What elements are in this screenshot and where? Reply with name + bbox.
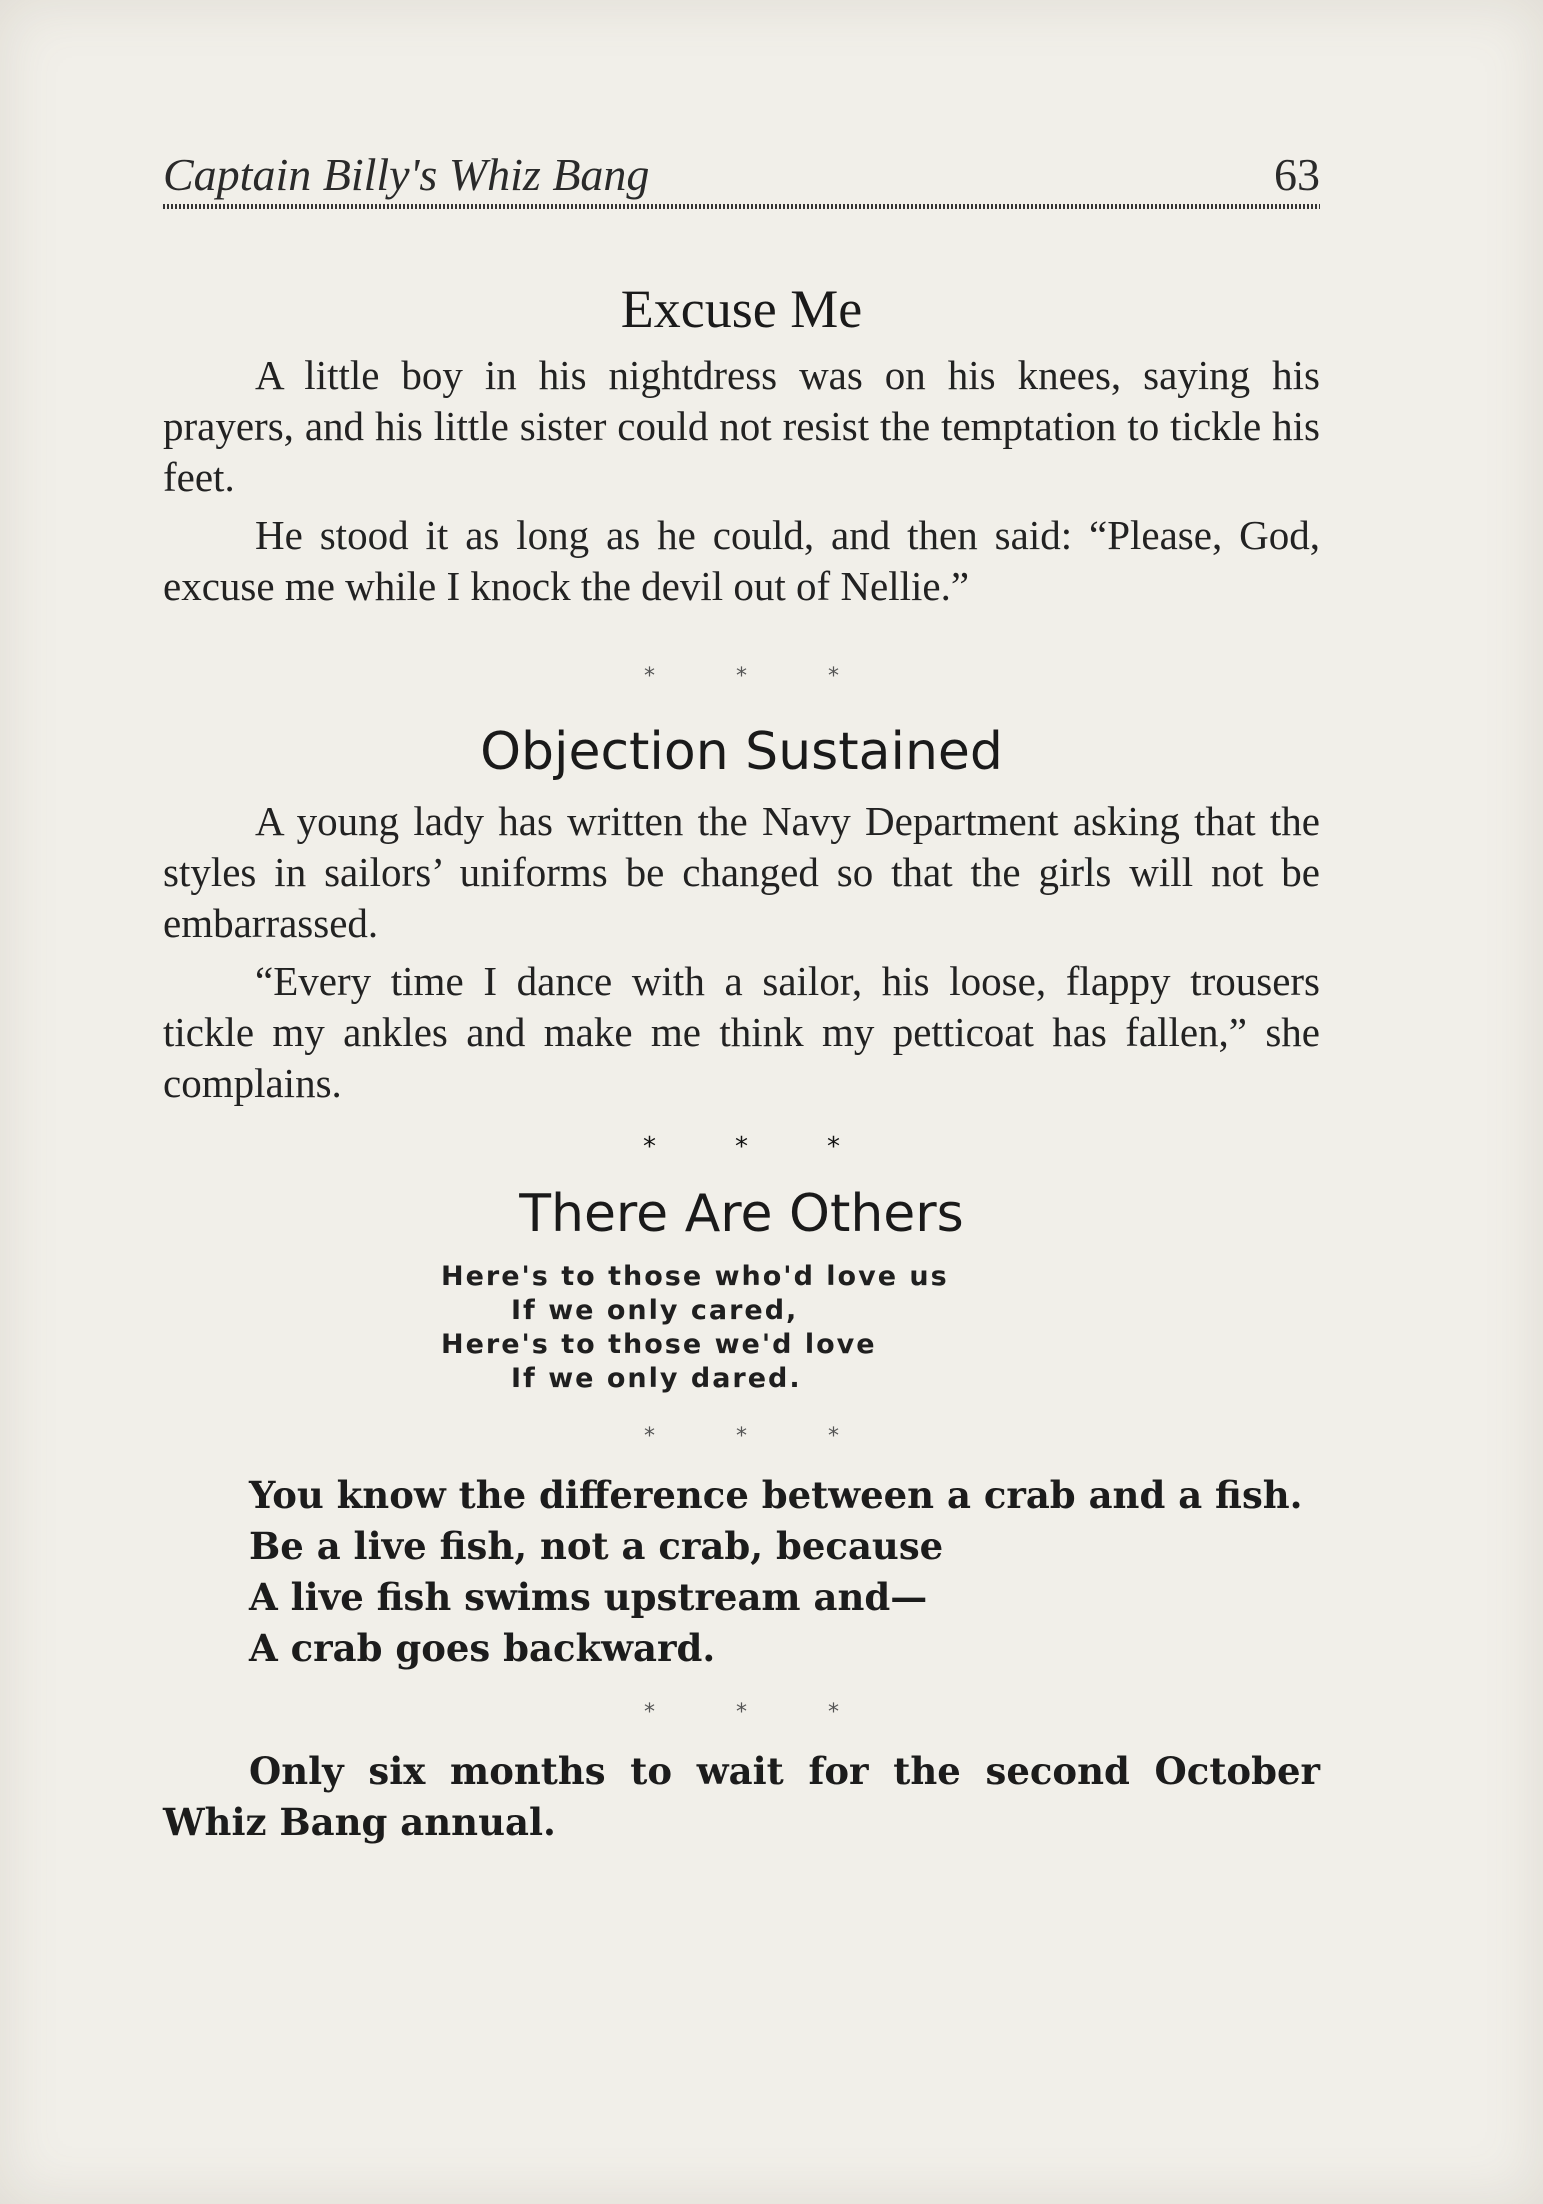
separator-asterisks: * * *	[644, 1700, 839, 1725]
paragraph: A little boy in his nightdress was on his knees, saying his prayers, and his little sister could not resist the temptation to tickle his feet.	[163, 352, 1320, 500]
poem-line: Here's to those we'd love	[441, 1329, 877, 1360]
section-title-excuse-me: Excuse Me	[620, 279, 863, 339]
separator-asterisks: * * *	[644, 1424, 839, 1449]
verse-line: A crab goes backward.	[249, 1626, 716, 1670]
section-title-there-are-others: There Are Others	[519, 1184, 964, 1244]
separator-asterisks: * * *	[644, 664, 839, 689]
poem	[163, 1260, 1320, 1396]
verse	[163, 1470, 1320, 1674]
closing-note: Only six months to wait for the second October Whiz Bang annual.	[163, 1749, 1320, 1844]
header-rule	[163, 204, 1320, 209]
verse-line: You know the difference between a crab and a fish.	[249, 1473, 1303, 1517]
paragraph: A young lady has written the Navy Department asking that the styles in sailors’ uniforms be changed so that the girls will not be embarrassed.	[163, 798, 1320, 946]
poem-line: If we only dared.	[511, 1363, 802, 1394]
verse-line: Be a live fish, not a crab, because	[249, 1524, 944, 1568]
paragraph: “Every time I dance with a sailor, his loose, flappy trousers tickle my ankles and make me think my petticoat has fallen,” she complains.	[163, 958, 1320, 1106]
separator-asterisks: * * *	[643, 1132, 840, 1162]
running-title: Captain Billy's Whiz Bang	[163, 149, 650, 200]
poem-line: If we only cared,	[511, 1295, 799, 1326]
running-head	[163, 148, 1320, 208]
page-number: 63	[1274, 149, 1320, 200]
paragraph: He stood it as long as he could, and then said: “Please, God, excuse me while I knock the devil out of Nellie.”	[163, 512, 1320, 609]
poem-line: Here's to those who'd love us	[441, 1261, 949, 1292]
verse-line: A live fish swims upstream and—	[249, 1575, 928, 1619]
section-title-objection-sustained: Objection Sustained	[480, 722, 1003, 782]
